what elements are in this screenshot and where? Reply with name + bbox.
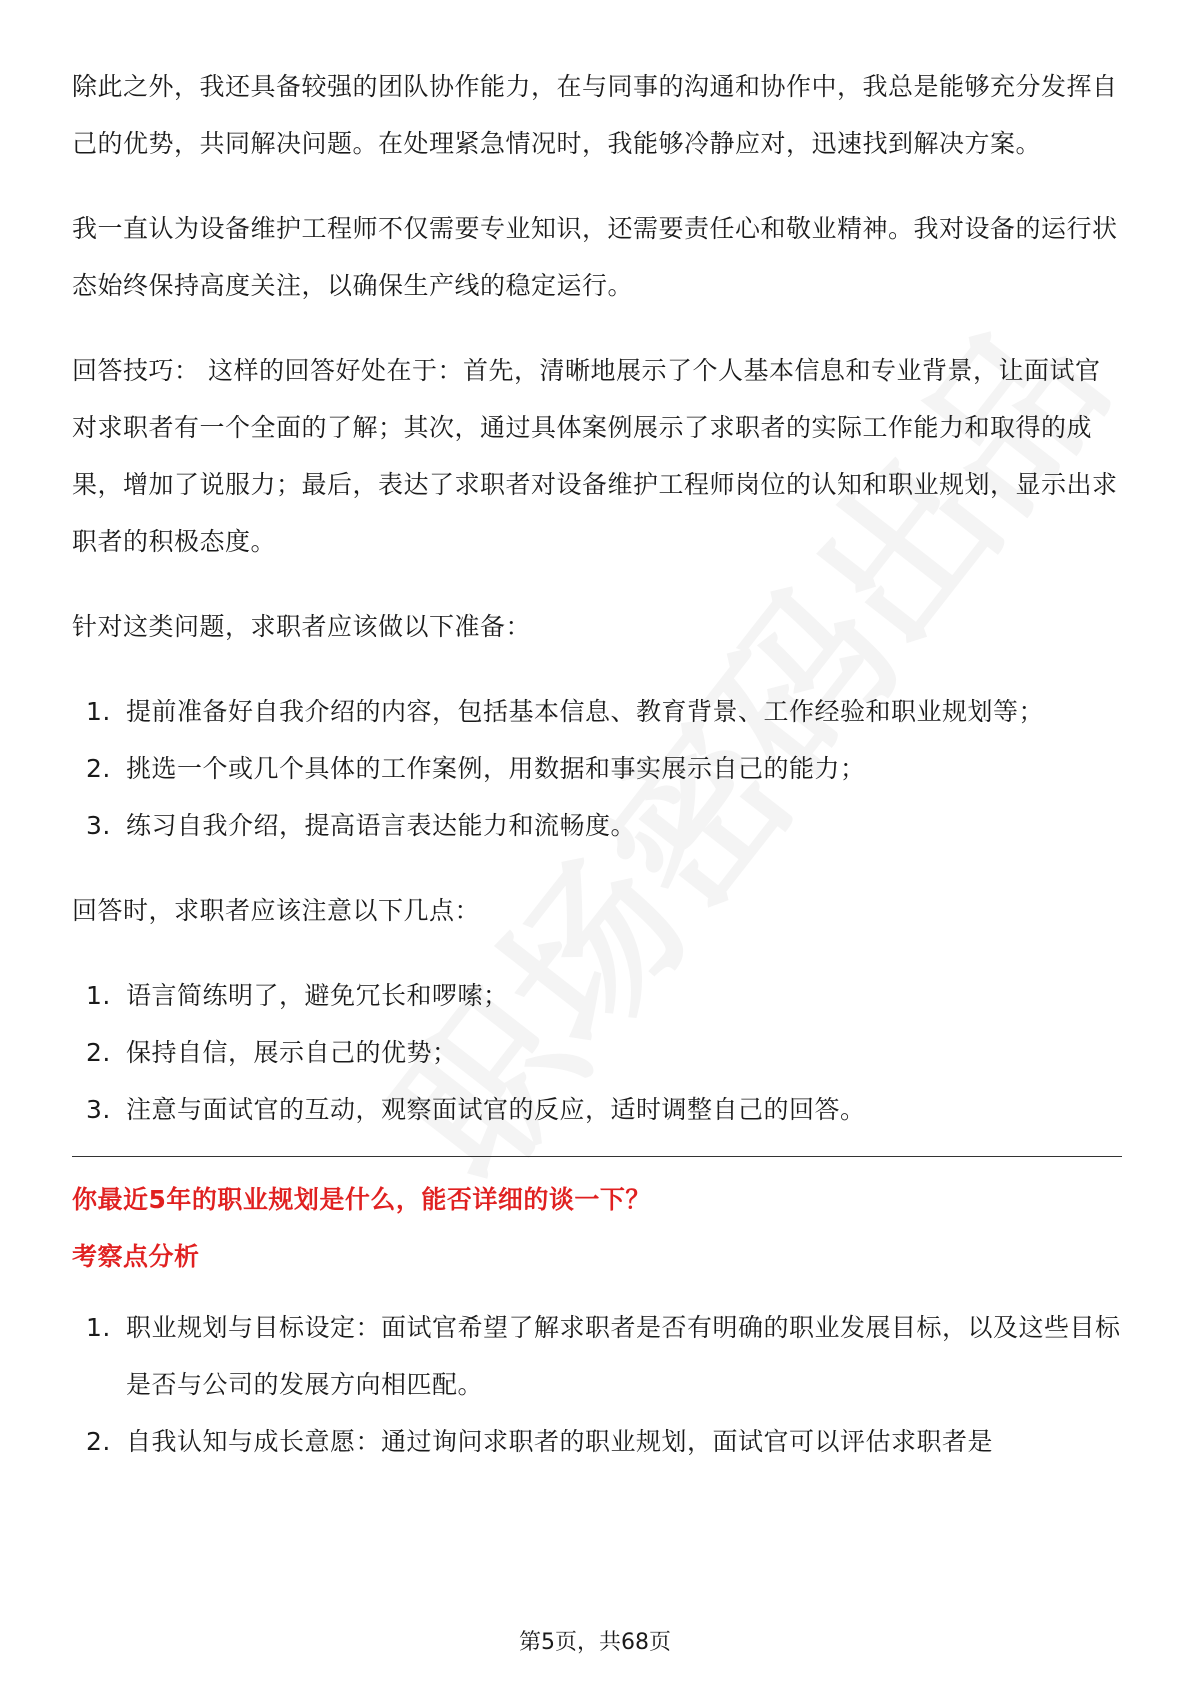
section-divider [72, 1156, 1122, 1157]
list-item-text: 挑选一个或几个具体的工作案例，用数据和事实展示自己的能力； [126, 754, 866, 783]
interview-question: 你最近5年的职业规划是什么，能否详细的谈一下？ [72, 1185, 651, 1214]
page-footer: 第5页，共68页 [519, 1630, 671, 1655]
page-content [72, 58, 1122, 1470]
attention-list [72, 967, 1122, 1138]
paragraph-teamwork: 除此之外，我还具备较强的团队协作能力，在与同事的沟通和协作中，我总是能够充分发挥自己的优势，共同解决问题。在处理紧急情况时，我能够冷静应对，迅速找到解决方案。 [72, 72, 1118, 158]
list-number: 2. [86, 1427, 111, 1456]
list-number: 1. [86, 981, 111, 1010]
list-number: 1. [86, 1313, 111, 1342]
list-item [72, 1413, 1122, 1470]
paragraph-attention-intro: 回答时，求职者应该注意以下几点： [72, 896, 481, 925]
list-item [72, 1299, 1122, 1413]
prep-list [72, 683, 1122, 854]
paragraph-answer-tips: 回答技巧： 这样的回答好处在于：首先，清晰地展示了个人基本信息和专业背景，让面试官对求职者有一个全面的了解；其次，通过具体案例展示了求职者的实际工作能力和取得的成果，增加了说服力；最后，表达了求职者对设备维护工程师岗位的认知和职业规划，显示出求职者的积极态度。 [72, 356, 1118, 556]
list-item [72, 967, 1122, 1024]
list-number: 2. [86, 754, 111, 783]
paragraph-prep-intro: 针对这类问题，求职者应该做以下准备： [72, 612, 532, 641]
list-number: 3. [86, 1095, 111, 1124]
section-title: 考察点分析 [72, 1242, 200, 1271]
list-number: 2. [86, 1038, 111, 1067]
list-item [72, 1081, 1122, 1138]
list-item-text: 练习自我介绍，提高语言表达能力和流畅度。 [126, 811, 637, 840]
list-item [72, 797, 1122, 854]
list-item-text: 自我认知与成长意愿：通过询问求职者的职业规划，面试官可以评估求职者是 [126, 1427, 994, 1456]
list-item [72, 1024, 1122, 1081]
paragraph-responsibility: 我一直认为设备维护工程师不仅需要专业知识，还需要责任心和敬业精神。我对设备的运行状态始终保持高度关注，以确保生产线的稳定运行。 [72, 214, 1118, 300]
list-item [72, 683, 1122, 740]
analysis-list [72, 1299, 1122, 1470]
list-item-text: 职业规划与目标设定：面试官希望了解求职者是否有明确的职业发展目标，以及这些目标是否与公司的发展方向相匹配。 [126, 1313, 1121, 1399]
list-item-text: 提前准备好自我介绍的内容，包括基本信息、教育背景、工作经验和职业规划等； [126, 697, 1045, 726]
list-item-text: 注意与面试官的互动，观察面试官的反应，适时调整自己的回答。 [126, 1095, 866, 1124]
list-item-text: 保持自信，展示自己的优势； [126, 1038, 458, 1067]
list-number: 1. [86, 697, 111, 726]
list-item-text: 语言简练明了，避免冗长和啰嗦； [126, 981, 509, 1010]
list-item [72, 740, 1122, 797]
list-number: 3. [86, 811, 111, 840]
